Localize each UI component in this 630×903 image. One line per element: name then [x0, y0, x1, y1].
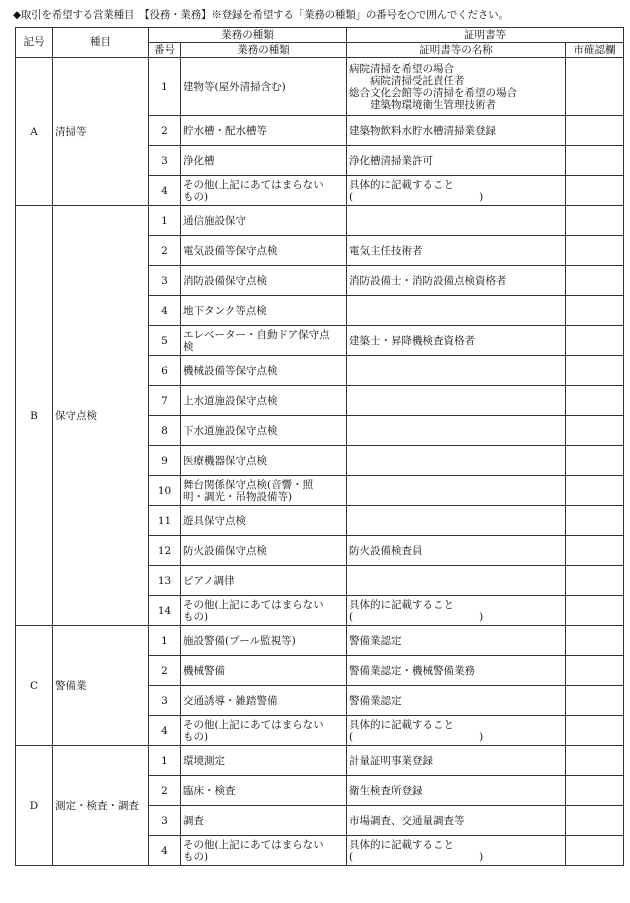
table-row — [16, 58, 624, 116]
business-type-line: 機械設備等保守点検 — [183, 364, 278, 377]
item-number[interactable]: 14 — [149, 596, 181, 626]
business-type-line: 地下タンク等点検 — [183, 304, 267, 317]
business-type — [181, 806, 347, 836]
business-type — [181, 146, 347, 176]
business-type — [181, 116, 347, 146]
cert-name — [347, 446, 566, 476]
business-type-line: 施設警備(プール監視等) — [183, 634, 296, 647]
cert-line: 具体的に記載すること — [349, 598, 454, 611]
group-code: D — [16, 746, 53, 866]
business-type — [181, 386, 347, 416]
item-number[interactable]: 2 — [149, 116, 181, 146]
header-number: 番号 — [149, 43, 181, 58]
cert-name — [347, 836, 566, 866]
cert-line: 具体的に記載すること — [349, 838, 454, 851]
cert-name — [347, 536, 566, 566]
cert-name — [347, 206, 566, 236]
item-number[interactable]: 6 — [149, 356, 181, 386]
cert-line: 消防設備士・消防設備点検資格者 — [349, 274, 507, 287]
cert-name — [347, 686, 566, 716]
header-row-1 — [16, 28, 624, 43]
group-category: 測定・検査・調査 — [53, 746, 149, 866]
cert-name — [347, 356, 566, 386]
cert-line: ( ) — [349, 730, 484, 743]
city-check-cell[interactable] — [566, 176, 624, 206]
item-number[interactable]: 3 — [149, 146, 181, 176]
cert-line: 建築士・昇降機検査資格者 — [349, 334, 475, 347]
business-type-line: 建物等(屋外清掃含む) — [183, 80, 286, 93]
group-code: C — [16, 626, 53, 746]
cert-name — [347, 746, 566, 776]
item-number[interactable]: 12 — [149, 536, 181, 566]
city-check-cell[interactable] — [566, 386, 624, 416]
business-type-line: もの) — [183, 730, 209, 743]
business-type — [181, 416, 347, 446]
cert-line: 病院清掃受託責任者 — [349, 74, 465, 87]
business-type-line: 明・調光・吊物設備等) — [183, 490, 293, 503]
business-type-line: その他(上記にあてはまらない — [183, 838, 324, 851]
cert-line: 病院清掃を希望の場合 — [349, 62, 454, 75]
cert-name — [347, 566, 566, 596]
business-type-line: エレベーター・自動ドア保守点 — [183, 328, 330, 341]
cert-name — [347, 326, 566, 356]
business-type-line: 検 — [183, 340, 194, 353]
city-check-cell[interactable] — [566, 416, 624, 446]
table-body — [16, 58, 624, 866]
cert-line: 具体的に記載すること — [349, 178, 454, 191]
city-check-cell[interactable] — [566, 476, 624, 506]
cert-line: 建築物環境衛生管理技術者 — [349, 98, 496, 111]
cert-line: 警備業認定・機械警備業務 — [349, 664, 475, 677]
item-number[interactable]: 3 — [149, 266, 181, 296]
business-type — [181, 746, 347, 776]
item-number[interactable]: 4 — [149, 296, 181, 326]
business-type — [181, 686, 347, 716]
item-number[interactable]: 5 — [149, 326, 181, 356]
business-type — [181, 326, 347, 356]
business-type-line: 交通誘導・雑踏警備 — [183, 694, 278, 707]
item-number[interactable]: 2 — [149, 236, 181, 266]
item-number[interactable]: 11 — [149, 506, 181, 536]
cert-line: 建築物飲料水貯水槽清掃業登録 — [349, 124, 496, 137]
business-type-line: 通信施設保守 — [183, 214, 246, 227]
business-type — [181, 206, 347, 236]
item-number[interactable]: 4 — [149, 836, 181, 866]
table-row — [16, 626, 624, 656]
cert-name — [347, 476, 566, 506]
business-type-line: ピアノ調律 — [183, 574, 235, 587]
business-type-line: 舞台関係保守点検(音響・照 — [183, 478, 314, 491]
item-number[interactable]: 3 — [149, 686, 181, 716]
item-number[interactable]: 2 — [149, 656, 181, 686]
business-type-line: 消防設備保守点検 — [183, 274, 267, 287]
city-check-cell[interactable] — [566, 206, 624, 236]
business-type-line: その他(上記にあてはまらない — [183, 718, 324, 731]
business-type-line: 医療機器保守点検 — [183, 454, 267, 467]
item-number[interactable]: 13 — [149, 566, 181, 596]
business-type — [181, 536, 347, 566]
cert-line: 警備業認定 — [349, 634, 402, 647]
city-check-cell[interactable] — [566, 116, 624, 146]
cert-line: ( ) — [349, 190, 484, 203]
item-number[interactable]: 2 — [149, 776, 181, 806]
business-type-line: 貯水槽・配水槽等 — [183, 124, 267, 137]
item-number[interactable]: 10 — [149, 476, 181, 506]
table-row — [16, 746, 624, 776]
business-type — [181, 176, 347, 206]
group-category: 警備業 — [53, 626, 149, 746]
business-category-table — [15, 27, 624, 866]
cert-line: 総合文化会館等の清掃を希望の場合 — [349, 86, 517, 99]
header-cert-name: 証明書等の名称 — [347, 43, 566, 58]
city-check-cell[interactable] — [566, 356, 624, 386]
city-check-cell[interactable] — [566, 746, 624, 776]
city-check-cell[interactable] — [566, 58, 624, 116]
business-type — [181, 566, 347, 596]
cert-name — [347, 626, 566, 656]
group-code: B — [16, 206, 53, 626]
city-check-cell[interactable] — [566, 776, 624, 806]
item-number[interactable]: 9 — [149, 446, 181, 476]
business-type-line: 防火設備保守点検 — [183, 544, 267, 557]
cert-name — [347, 58, 566, 116]
business-type — [181, 716, 347, 746]
business-type — [181, 776, 347, 806]
item-number[interactable]: 1 — [149, 206, 181, 236]
business-type-line: その他(上記にあてはまらない — [183, 178, 324, 191]
city-check-cell[interactable] — [566, 266, 624, 296]
business-type-line: もの) — [183, 190, 209, 203]
business-type — [181, 596, 347, 626]
business-type — [181, 506, 347, 536]
business-type-line: 下水道施設保守点検 — [183, 424, 278, 437]
business-type — [181, 266, 347, 296]
business-type — [181, 356, 347, 386]
city-check-cell[interactable] — [566, 506, 624, 536]
cert-name — [347, 656, 566, 686]
business-type — [181, 656, 347, 686]
business-type-line: もの) — [183, 850, 209, 863]
item-number[interactable]: 1 — [149, 626, 181, 656]
business-type-line: 遊具保守点検 — [183, 514, 246, 527]
business-type — [181, 836, 347, 866]
cert-line: ( ) — [349, 850, 484, 863]
cert-line: 市場調査、交通量調査等 — [349, 814, 465, 827]
item-number[interactable]: 1 — [149, 58, 181, 116]
business-type — [181, 58, 347, 116]
business-type-line: 臨床・検査 — [183, 784, 236, 797]
business-type-line: 浄化槽 — [183, 154, 215, 167]
city-check-cell[interactable] — [566, 806, 624, 836]
cert-line: ( ) — [349, 610, 484, 623]
city-check-cell[interactable] — [566, 446, 624, 476]
city-check-cell[interactable] — [566, 236, 624, 266]
cert-name — [347, 176, 566, 206]
cert-name — [347, 716, 566, 746]
group-code: A — [16, 58, 53, 206]
group-category: 保守点検 — [53, 206, 149, 626]
business-type-line: 電気設備等保守点検 — [183, 244, 278, 257]
item-number[interactable]: 1 — [149, 746, 181, 776]
city-check-cell[interactable] — [566, 296, 624, 326]
instruction-text: ◆取引を希望する営業種目 【役務・業務】※登録を希望する「業務の種類」の番号を○で囲んでください。 — [13, 9, 509, 21]
cert-line: 計量証明事業登録 — [349, 754, 433, 767]
header-category: 種目 — [53, 28, 149, 58]
city-check-cell[interactable] — [566, 536, 624, 566]
city-check-cell[interactable] — [566, 836, 624, 866]
city-check-cell[interactable] — [566, 146, 624, 176]
business-type — [181, 446, 347, 476]
cert-line: 警備業認定 — [349, 694, 402, 707]
cert-line: 浄化槽清掃業許可 — [349, 154, 433, 167]
cert-line: 防火設備検査員 — [349, 544, 423, 557]
cert-name — [347, 776, 566, 806]
business-type-line: その他(上記にあてはまらない — [183, 598, 324, 611]
business-type-line: 上水道施設保守点検 — [183, 394, 278, 407]
business-type — [181, 236, 347, 266]
cert-name — [347, 506, 566, 536]
cert-name — [347, 416, 566, 446]
city-check-cell[interactable] — [566, 716, 624, 746]
city-check-cell[interactable] — [566, 626, 624, 656]
city-check-cell[interactable] — [566, 326, 624, 356]
cert-name — [347, 236, 566, 266]
cert-line: 電気主任技術者 — [349, 244, 423, 257]
business-type-line: 機械警備 — [183, 664, 225, 677]
business-type-line: 調査 — [183, 814, 204, 827]
city-check-cell[interactable] — [566, 596, 624, 626]
cert-name — [347, 296, 566, 326]
header-cert-group: 証明書等 — [347, 28, 624, 43]
header-city-check: 市確認欄 — [566, 43, 624, 58]
header-business-group: 業務の種類 — [149, 28, 347, 43]
cert-name — [347, 266, 566, 296]
cert-name — [347, 146, 566, 176]
city-check-cell[interactable] — [566, 656, 624, 686]
business-type — [181, 476, 347, 506]
group-category: 清掃等 — [53, 58, 149, 206]
cert-line: 具体的に記載すること — [349, 718, 454, 731]
item-number[interactable]: 4 — [149, 716, 181, 746]
cert-line: 衛生検査所登録 — [349, 784, 423, 797]
header-code: 記号 — [16, 28, 53, 58]
business-type — [181, 626, 347, 656]
business-type-line: 環境測定 — [183, 754, 225, 767]
item-number[interactable]: 3 — [149, 806, 181, 836]
item-number[interactable]: 7 — [149, 386, 181, 416]
cert-name — [347, 596, 566, 626]
cert-name — [347, 386, 566, 416]
business-type — [181, 296, 347, 326]
item-number[interactable]: 8 — [149, 416, 181, 446]
table-row — [16, 206, 624, 236]
business-type-line: もの) — [183, 610, 209, 623]
cert-name — [347, 806, 566, 836]
city-check-cell[interactable] — [566, 566, 624, 596]
item-number[interactable]: 4 — [149, 176, 181, 206]
header-business-type: 業務の種類 — [181, 43, 347, 58]
cert-name — [347, 116, 566, 146]
city-check-cell[interactable] — [566, 686, 624, 716]
